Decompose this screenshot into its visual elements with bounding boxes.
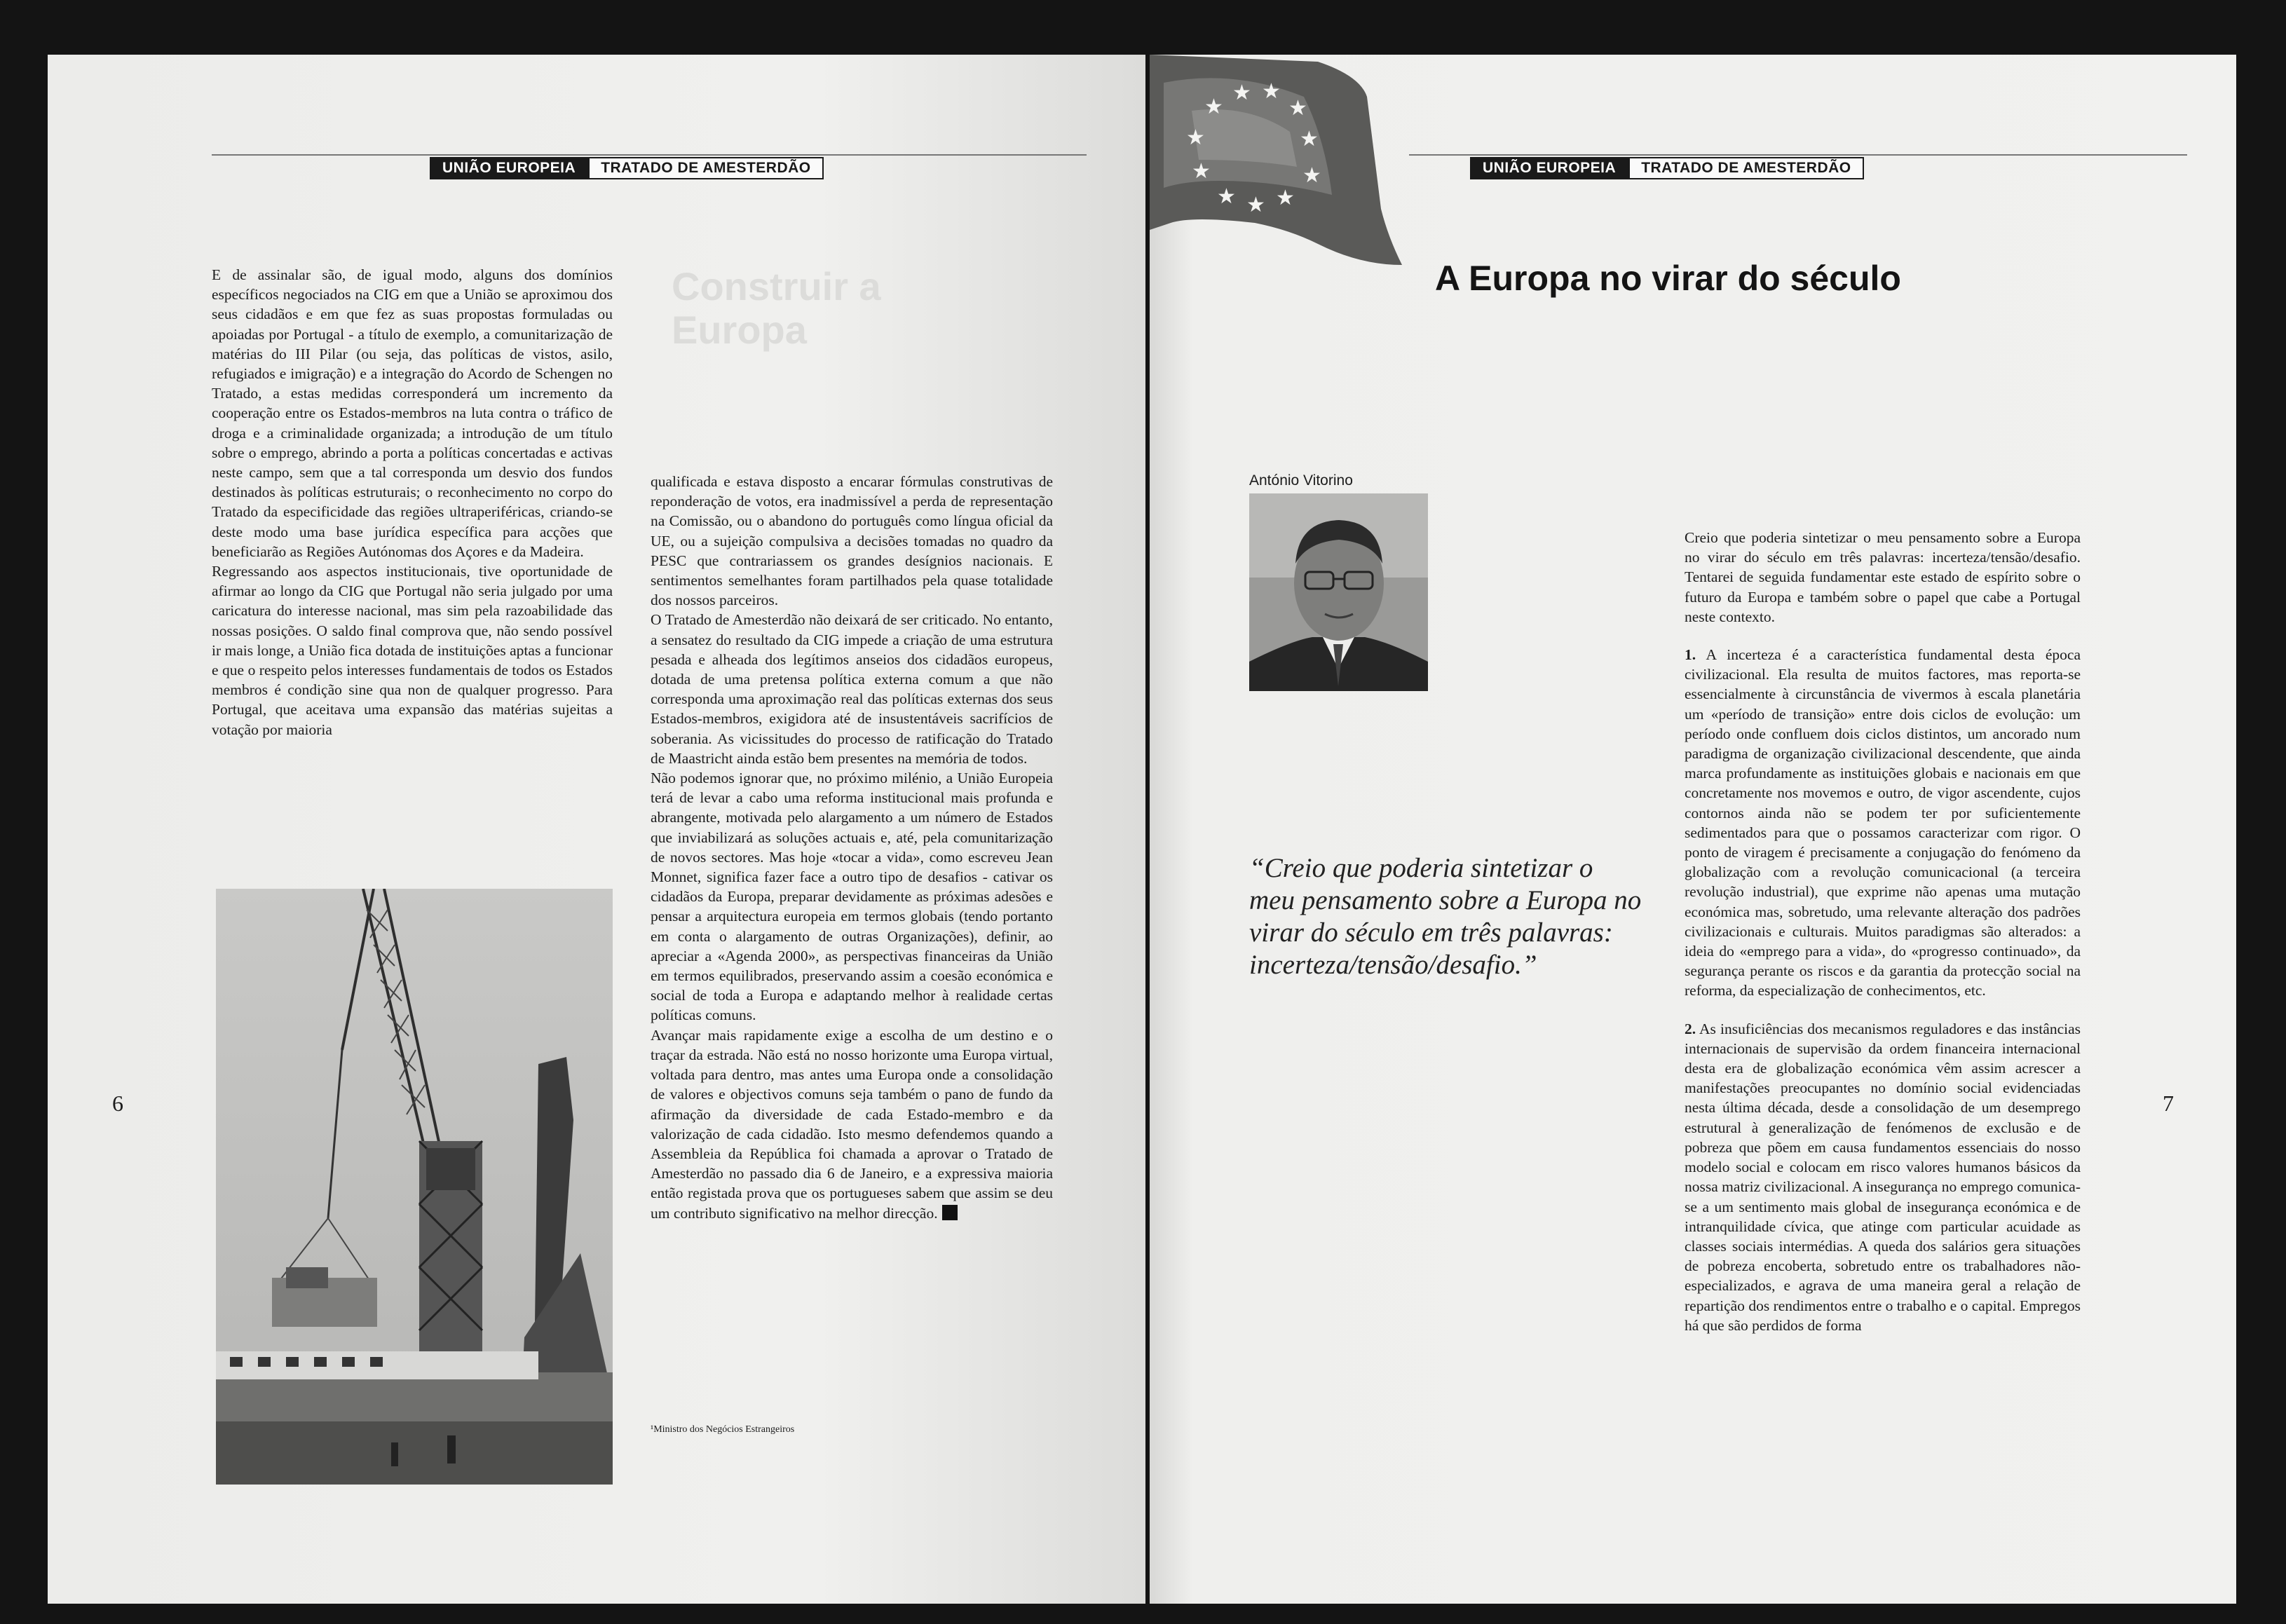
section-tag-secondary: TRATADO DE AMESTERDÃO bbox=[588, 157, 823, 179]
paragraph: E de assinalar são, de igual modo, alguns dos domínios específicos negociados na CIG em que a União se aproximou dos seus cidadãos e em que fez as suas propostas formuladas ou apoiadas por Portugal - a título de exemplo, a comunitarização de matérias do III Pilar (ou seja, das políticas de vistos, asilo, refugiados e imigração) e a integração do Acordo de Schengen no Tratado, a estas medidas corresponderá um incremento da cooperação entre os Estados-membros na luta contra o tráfico de droga e a criminalidade organizada; a introdução de um título sobre o emprego, abrindo a porta a políticas concertadas e activas neste campo, sem que a tal corresponda um desvio dos fundos destinados às políticas estruturais; o reconhecimento no corpo do Tratado da especificidade das regiões ultraperiféricas, criando-se deste modo uma base jurídica específica para acções que beneficiarão as Regiões Autónomas dos Açores e da Madeira. bbox=[212, 266, 613, 560]
section-tag bbox=[1470, 157, 1864, 179]
paragraph-1 bbox=[1685, 645, 2081, 1001]
paragraph-text: As insuficiências dos mecanismos reguladores e das instâncias internacionais de supervisão da ordem financeira internacional desta era de globalização económica vêm assim acrescer a manifestações preocupantes no domínio social evidenciadas nesta última década, desde a consolidação de um desemprego estrutural à generalização de fenómenos de exclusão e de pobreza que põem em causa fundamentos essenciais do nosso modelo social e colocam em risco valores humanos básicos da nossa matriz civilizacional. A insegurança no emprego comunica-se a um sentimento mais global de insegurança económica e de intranquilidade cívica, que atinge com particular acuidade as classes sociais intermédias. A queda dos salários gera situações de pobreza encoberta, sobretudo entre os trabalhadores não-especializados, e agrava de uma maneira geral a relação de repartição dos rendimentos entre o trabalho e o capital. Empregos há que são perdidos de forma bbox=[1685, 1020, 2081, 1334]
paragraph: O Tratado de Amesterdão não deixará de ser criticado. No entanto, a sensatez do resultado da CIG impede a criação de uma estrutura pesada e alheada dos legítimos anseios dos cidadãos europeus, dotada de uma pretensa política externa comum a que não corresponda uma aproximação real das políticas externas dos seus Estados-membros, exigidora até de insustentáveis sacrifícios de soberania. As vicissitudes do processo de ratificação do Tratado de Maastricht ainda estão bem presentes na memória de todos. bbox=[651, 611, 1053, 767]
paragraph-2 bbox=[1685, 1019, 2081, 1335]
eu-flag-image bbox=[1150, 55, 1402, 279]
left-column-2 bbox=[651, 472, 1053, 1223]
show-through-heading bbox=[672, 265, 881, 352]
section-tag-primary: UNIÃO EUROPEIA bbox=[430, 157, 588, 179]
section-tag-secondary: TRATADO DE AMESTERDÃO bbox=[1628, 157, 1863, 179]
ghost-line-1: Construir a bbox=[672, 264, 881, 308]
footnote: ¹Ministro dos Negócios Estrangeiros bbox=[651, 1424, 795, 1435]
svg-text:★: ★ bbox=[1302, 163, 1321, 188]
harbour-crane-photo bbox=[216, 889, 613, 1485]
header-rule bbox=[212, 154, 1087, 156]
paragraph-intro: Creio que poderia sintetizar o meu pensamento sobre a Europa no virar do século em três palavras: incerteza/tensão/desafio. Tentarei de seguida fundamentar este estado de espírito sobre o futuro da Europa e também sobre o papel que cabe a Portugal neste contexto. bbox=[1685, 529, 2081, 625]
paragraph: Não podemos ignorar que, no próximo milénio, a União Europeia terá de levar a cabo uma reforma institucional mais profunda e abrangente, motivada pelo alargamento a um número de Estados que inviabilizará as soluções actuais e, até, pela comunitarização de novos sectores. Mas hoje «tocar a vida», como escreveu Jean Monnet, significa fazer face a outro tipo de desafios - cativar os cidadãos da Europa, preparar devidamente as próximas adesões e pensar a arquitectura europeia em termos globais (tendo portanto em conta o alargamento de outras Organizações), definir, ao apreciar a «Agenda 2000», as perspectivas financeiras da União em termos equilibrados, preservando assim a coesão económica e social de toda a Europa e adaptando melhor à realidade certas políticas comuns. bbox=[651, 770, 1053, 1024]
right-page bbox=[1150, 55, 2236, 1604]
paragraph-number: 1. bbox=[1685, 646, 1696, 664]
svg-text:★: ★ bbox=[1262, 79, 1281, 104]
paragraph: qualificada e estava disposto a encarar fórmulas construtivas de reponderação de votos, era inadmissível a perda de representação na Comissão, ou o abandono do português como língua oficial da UE, ou a sujeição compulsiva a decisões tomadas no quadro da PESC que contrariassem os grandes desígnios nacionais. E sentimentos semelhantes foram partilhados pela quase totalidade dos nossos parceiros. bbox=[651, 473, 1053, 609]
article-title: A Europa no virar do século bbox=[1435, 259, 1901, 298]
svg-text:★: ★ bbox=[1288, 96, 1307, 121]
paragraph-text: Avançar mais rapidamente exige a escolha de um destino e o traçar da estrada. Não está no nosso horizonte uma Europa virtual, voltada para dentro, mas antes uma Europa onde a consolidação de valores e objectivos comuns seja também o pano de fundo da afirmação da diversidade de cada Estado-membro e da valorização de cada cidadão. Isto mesmo defendemos quando a Assembleia da República foi chamada a aprovar o Tratado de Amesterdão no passado dia 6 de Janeiro, e a expressiva maioria então registada prova que os portugueses sabem que assim se deu um contributo significativo na melhor direcção. bbox=[651, 1026, 1053, 1222]
portrait-photo bbox=[1249, 493, 1428, 691]
pull-quote: “Creio que poderia sintetizar o meu pensamento sobre a Europa no virar do século em três palavras: incerteza/tensão/desafio.” bbox=[1249, 853, 1642, 980]
paragraph: Regressando aos aspectos institucionais, tive oportunidade de afirmar ao longo da CIG que Portugal não seria julgado por uma caricatura do interesse nacional, mas sim pela razoabilidade das nossas posições. O saldo final comprova que, não sendo possível ir mais longe, a União fica dotada de instituições aptas a funcionar e que o respeito pelos interesses fundamentais de todos os Estados membros é condição sine qua non de qualquer progresso. Para Portugal, que aceitava uma expansão das matérias sujeitas a votação por maioria bbox=[212, 563, 613, 738]
svg-text:★: ★ bbox=[1246, 193, 1265, 217]
svg-text:★: ★ bbox=[1186, 125, 1205, 150]
svg-text:★: ★ bbox=[1217, 184, 1236, 209]
svg-text:★: ★ bbox=[1276, 186, 1295, 210]
paragraph-text: A incerteza é a característica fundamental desta época civilizacional. Ela resulta de muitos factores, mas reporta-se essencialmente à circunstância de vivermos à escala planetária um «período de transição» entre dois ciclos de evolução: um período onde confluem dois ciclos distintos, um ancorado num paradigma de organização civilizacional descendente, que ainda marca profundamente as instituições globais e nacionais em que concretamente nos movemos e outro, de vigor ascendente, cujos contornos ainda não se podem ter por suficientemente sedimentados para que o possamos caracterizar com rigor. O ponto de viragem é precisamente a conjugação do fenómeno da globalização com a revolução comunicacional (a terceira revolução industrial), que exprime não apenas uma mutação económica mas, sobretudo, uma relevante alteração dos padrões civilizacionais e culturais. Muitos paradigmas são alterados: a ideia do «emprego para a vida», do «progresso continuado», da segurança perante os riscos e da garantia da protecção social na reforma, da especialização de conhecimentos, etc. bbox=[1685, 646, 2081, 999]
ghost-line-2: Europa bbox=[672, 308, 807, 352]
svg-text:★: ★ bbox=[1192, 159, 1211, 184]
paragraph bbox=[651, 1025, 1053, 1223]
left-column-1 bbox=[212, 265, 613, 739]
end-mark-icon bbox=[942, 1205, 958, 1220]
right-column bbox=[1685, 528, 2081, 1335]
section-tag bbox=[430, 157, 824, 179]
author-caption: António Vitorino bbox=[1249, 472, 1353, 489]
header-rule bbox=[1409, 154, 2187, 156]
page-number: 6 bbox=[112, 1091, 123, 1116]
left-page bbox=[48, 55, 1145, 1604]
svg-text:★: ★ bbox=[1232, 81, 1251, 105]
section-tag-primary: UNIÃO EUROPEIA bbox=[1470, 157, 1628, 179]
paragraph-number: 2. bbox=[1685, 1020, 1696, 1037]
svg-text:★: ★ bbox=[1204, 95, 1223, 119]
svg-text:★: ★ bbox=[1300, 127, 1319, 151]
page-number: 7 bbox=[2163, 1091, 2174, 1116]
